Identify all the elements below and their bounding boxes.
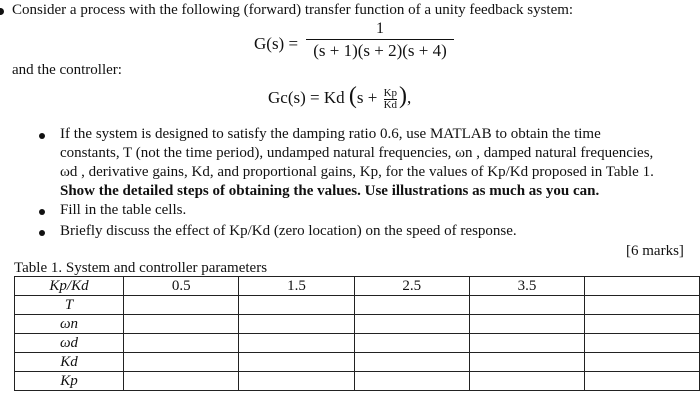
bullet-1-line-3: ωd , derivative gains, Kd, and proportional gains, Kp, for the values of Kp/Kd proposed in Table 1. xyxy=(60,164,654,180)
table-row xyxy=(15,372,700,391)
empty-value-cell[interactable] xyxy=(239,296,354,315)
empty-value-cell[interactable] xyxy=(354,315,469,334)
controller-intro-text: and the controller: xyxy=(12,62,122,78)
empty-value-cell[interactable] xyxy=(469,315,584,334)
ratio-denominator: Kd xyxy=(383,98,398,111)
controller-lhs: Gc(s) = Kd xyxy=(268,88,345,107)
bullet-1 xyxy=(60,126,692,202)
empty-value-cell[interactable] xyxy=(354,334,469,353)
empty-value-cell[interactable] xyxy=(585,315,700,334)
controller-equation xyxy=(268,84,411,111)
bullet-2-dot xyxy=(39,209,45,215)
empty-value-cell[interactable] xyxy=(354,372,469,391)
empty-value-cell[interactable] xyxy=(124,372,239,391)
header-cell: 0.5 xyxy=(124,277,239,296)
open-paren: ( xyxy=(348,83,357,109)
bullet-2: Fill in the table cells. xyxy=(60,202,187,218)
table-row xyxy=(15,353,700,372)
empty-value-cell[interactable] xyxy=(469,296,584,315)
header-cell: 3.5 xyxy=(469,277,584,296)
table-caption: Table 1. System and controller parameters xyxy=(14,260,268,276)
close-paren: ) xyxy=(399,83,408,109)
empty-value-cell[interactable] xyxy=(469,334,584,353)
empty-value-cell[interactable] xyxy=(239,315,354,334)
empty-value-cell[interactable] xyxy=(585,296,700,315)
controller-gain-ratio xyxy=(384,88,397,111)
empty-header-cell xyxy=(585,277,700,296)
row-label-cell: Kp xyxy=(15,372,124,391)
header-label-cell: Kp/Kd xyxy=(15,277,124,296)
bullet-1-line-2: constants, T (not the time period), undamped natural frequencies, ωn , damped natural frequencies, xyxy=(60,145,654,161)
bullet-1-line-1: If the system is designed to satisfy the damping ratio 0.6, use MATLAB to obtain the time xyxy=(60,126,601,142)
parameters-table xyxy=(14,276,700,391)
ratio-numerator: Kp xyxy=(383,86,398,99)
empty-value-cell[interactable] xyxy=(124,334,239,353)
table-header-row xyxy=(15,277,700,296)
bullet-3-dot xyxy=(39,230,45,236)
empty-value-cell[interactable] xyxy=(354,353,469,372)
plant-equation-lhs: G(s) = xyxy=(254,34,299,53)
empty-value-cell[interactable] xyxy=(354,296,469,315)
table-row xyxy=(15,315,700,334)
row-label-cell: ωn xyxy=(15,315,124,334)
empty-value-cell[interactable] xyxy=(585,372,700,391)
empty-value-cell[interactable] xyxy=(239,372,354,391)
leading-bullet-fragment xyxy=(0,8,4,15)
fraction-bar xyxy=(306,39,454,40)
bullet-1-dot xyxy=(39,133,45,139)
controller-tail: , xyxy=(407,88,412,107)
empty-value-cell[interactable] xyxy=(124,315,239,334)
intro-text: Consider a process with the following (forward) transfer function of a unity feedback system: xyxy=(12,2,574,18)
controller-inner: s + xyxy=(356,88,378,107)
empty-value-cell[interactable] xyxy=(585,353,700,372)
empty-value-cell[interactable] xyxy=(469,353,584,372)
empty-value-cell[interactable] xyxy=(469,372,584,391)
empty-value-cell[interactable] xyxy=(124,353,239,372)
bullet-3: Briefly discuss the effect of Kp/Kd (zero location) on the speed of response. xyxy=(60,223,517,239)
header-cell: 2.5 xyxy=(354,277,469,296)
empty-value-cell[interactable] xyxy=(239,353,354,372)
plant-equation-fraction xyxy=(306,20,454,61)
bullet-1-bold-instruction: Show the detailed steps of obtaining the values. Use illustrations as much as you can. xyxy=(60,183,600,199)
empty-value-cell[interactable] xyxy=(239,334,354,353)
row-label-cell: T xyxy=(15,296,124,315)
table-row xyxy=(15,334,700,353)
header-cell: 1.5 xyxy=(239,277,354,296)
table-row xyxy=(15,296,700,315)
empty-value-cell[interactable] xyxy=(124,296,239,315)
row-label-cell: Kd xyxy=(15,353,124,372)
plant-numerator: 1 xyxy=(376,20,384,37)
row-label-cell: ωd xyxy=(15,334,124,353)
empty-value-cell[interactable] xyxy=(585,334,700,353)
plant-denominator: (s + 1)(s + 2)(s + 4) xyxy=(313,41,447,60)
marks-label: [6 marks] xyxy=(626,243,684,259)
